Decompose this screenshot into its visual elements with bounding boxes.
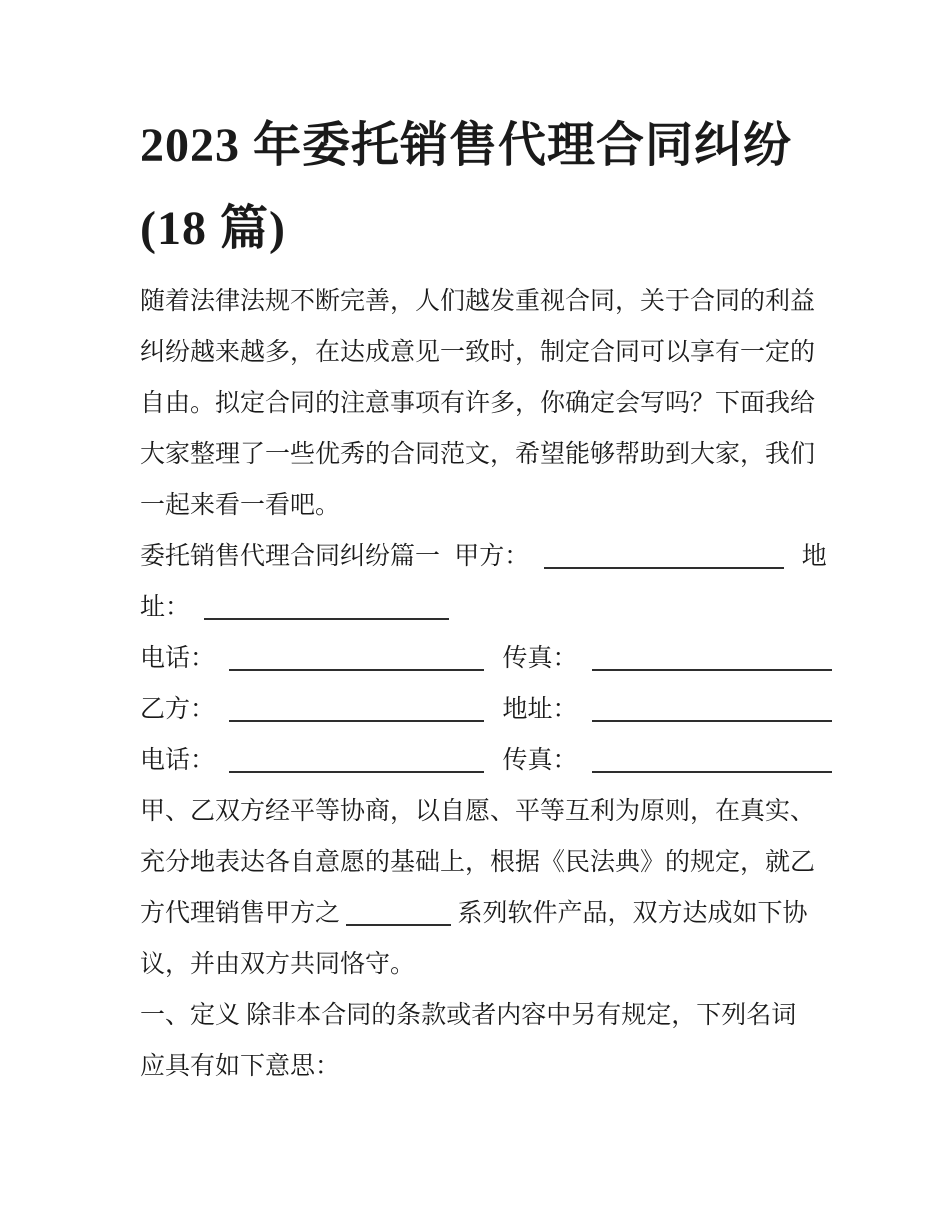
party-a-address-blank-field xyxy=(204,593,449,620)
fax-label-2: 传真： xyxy=(502,747,578,774)
party-b-fax-blank-field xyxy=(592,746,832,773)
party-a-fax-blank-field xyxy=(592,644,832,671)
party-b-phone-blank-field xyxy=(229,746,484,773)
definitions-line-2: 应具有如下意思： xyxy=(140,1053,341,1080)
title-line-1: 2023 年委托销售代理合同纠纷 xyxy=(140,119,793,172)
document-title xyxy=(140,104,830,270)
terms-line-3-after: 系列软件产品，双方达成如下协 xyxy=(457,900,808,927)
terms-line-1: 甲、乙双方经平等协商，以自愿、平等互利为原则，在真实、 xyxy=(140,798,816,825)
intro-line-1: 随着法律法规不断完善，人们越发重视合同，关于合同的利益 xyxy=(140,288,816,315)
definitions-line-1: 一、定义 除非本合同的条款或者内容中另有规定，下列名词 xyxy=(140,1002,797,1029)
fax-label: 传真： xyxy=(502,645,578,672)
intro-line-2: 纠纷越来越多，在达成意见一致时，制定合同可以享有一定的 xyxy=(140,339,816,366)
party-b-address-blank-field xyxy=(592,695,832,722)
intro-line-5: 一起来看一看吧。 xyxy=(140,492,341,519)
address-wrap-tail: 地 xyxy=(801,543,827,570)
terms-line-3-before: 方代理销售甲方之 xyxy=(140,900,341,927)
title-line-2: (18 篇) xyxy=(140,202,286,255)
party-b-phone-fax-line xyxy=(140,735,830,786)
terms-line-4: 议，并由双方共同恪守。 xyxy=(140,951,416,978)
party-b-line xyxy=(140,684,830,735)
terms-line-3 xyxy=(140,888,830,939)
phone-label-2: 电话： xyxy=(140,747,216,774)
party-b-blank-field xyxy=(229,695,484,722)
party-a-address-line xyxy=(140,582,830,633)
document-content xyxy=(140,104,830,1092)
party-a-blank-field xyxy=(544,542,784,569)
party-a-label: 甲方： xyxy=(454,543,530,570)
document-body xyxy=(140,276,830,1092)
intro-line-3: 自由。拟定合同的注意事项有许多，你确定会写吗？下面我给 xyxy=(140,390,816,417)
party-a-phone-blank-field xyxy=(229,644,484,671)
terms-line-2: 充分地表达各自意愿的基础上，根据《民法典》的规定，就乙 xyxy=(140,849,816,876)
party-a-line xyxy=(140,531,830,582)
party-b-label: 乙方： xyxy=(140,696,216,723)
section-lead: 委托销售代理合同纠纷篇一 xyxy=(140,543,441,570)
series-name-blank-field xyxy=(346,899,451,926)
address-wrap-head: 址： xyxy=(140,594,191,621)
phone-label: 电话： xyxy=(140,645,216,672)
intro-line-4: 大家整理了一些优秀的合同范文，希望能够帮助到大家，我们 xyxy=(140,441,816,468)
party-a-phone-fax-line xyxy=(140,633,830,684)
address-label: 地址： xyxy=(502,696,578,723)
